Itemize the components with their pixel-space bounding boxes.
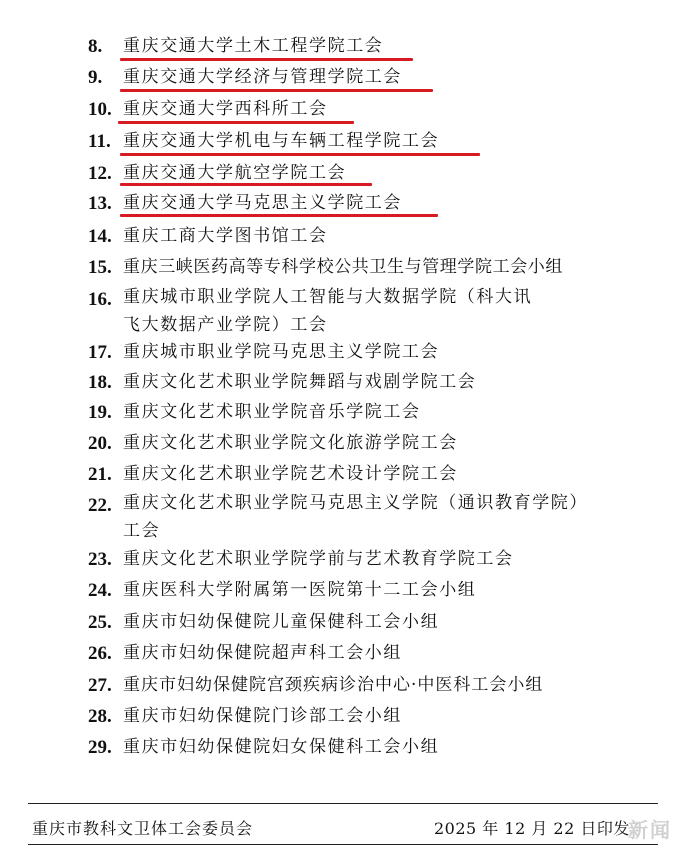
item-text: 重庆交通大学马克思主义学院工会 <box>123 193 402 213</box>
item-text: 重庆文化艺术职业学院文化旅游学院工会 <box>123 433 458 453</box>
item-text: 重庆文化艺术职业学院马克思主义学院（通识教育学院）工会 <box>123 493 588 541</box>
footer-issuer: 重庆市教科文卫体工会委员会 <box>32 819 254 838</box>
item-text: 重庆交通大学土木工程学院工会 <box>123 36 384 56</box>
item-text: 重庆市妇幼保健院宫颈疾病诊治中心·中医科工会小组 <box>123 675 544 695</box>
item-text: 重庆城市职业学院人工智能与大数据学院（科大讯飞大数据产业学院）工会 <box>123 287 533 335</box>
item-number: 22. <box>88 495 112 516</box>
item-number: 12. <box>88 163 112 184</box>
red-underline <box>120 58 413 61</box>
item-number: 17. <box>88 342 112 363</box>
item-number: 26. <box>88 643 112 664</box>
item-number: 29. <box>88 737 112 758</box>
item-number: 19. <box>88 402 112 423</box>
item-number: 8. <box>88 36 103 57</box>
item-number: 25. <box>88 612 112 633</box>
item-text: 重庆交通大学航空学院工会 <box>123 163 347 183</box>
footer-date: 2025 年 12 月 22 日印发 <box>434 819 630 838</box>
red-underline <box>120 89 433 92</box>
item-number: 20. <box>88 433 112 454</box>
item-number: 28. <box>88 706 112 727</box>
item-number: 11. <box>88 131 111 152</box>
item-text: 重庆交通大学经济与管理学院工会 <box>123 67 402 87</box>
item-text: 重庆市妇幼保健院儿童保健科工会小组 <box>123 612 440 632</box>
item-number: 27. <box>88 675 112 696</box>
item-text: 重庆市妇幼保健院门诊部工会小组 <box>123 706 402 726</box>
item-text: 重庆工商大学图书馆工会 <box>123 226 328 246</box>
item-text: 重庆文化艺术职业学院学前与艺术教育学院工会 <box>123 549 514 569</box>
red-underline <box>118 121 354 124</box>
item-number: 13. <box>88 193 112 214</box>
item-number: 21. <box>88 464 112 485</box>
item-text: 重庆市妇幼保健院妇女保健科工会小组 <box>123 737 440 757</box>
footer-top-rule <box>28 803 658 804</box>
item-text: 重庆三峡医药高等专科学校公共卫生与管理学院工会小组 <box>123 257 563 277</box>
item-text: 重庆医科大学附属第一医院第十二工会小组 <box>123 580 477 600</box>
item-number: 18. <box>88 372 112 393</box>
red-underline <box>120 153 480 156</box>
item-text: 重庆市妇幼保健院超声科工会小组 <box>123 643 402 663</box>
item-text: 重庆文化艺术职业学院艺术设计学院工会 <box>123 464 458 484</box>
item-number: 14. <box>88 226 112 247</box>
item-number: 15. <box>88 257 112 278</box>
item-number: 23. <box>88 549 112 570</box>
item-text: 重庆交通大学西科所工会 <box>123 99 328 119</box>
item-number: 24. <box>88 580 112 601</box>
item-text: 重庆文化艺术职业学院舞蹈与戏剧学院工会 <box>123 372 477 392</box>
item-number: 16. <box>88 289 112 310</box>
item-text: 重庆交通大学机电与车辆工程学院工会 <box>123 131 440 151</box>
item-number: 9. <box>88 67 103 88</box>
news-watermark: 新闻 <box>628 818 672 842</box>
item-number: 10. <box>88 99 112 120</box>
red-underline <box>120 183 372 186</box>
item-text: 重庆文化艺术职业学院音乐学院工会 <box>123 402 421 422</box>
item-text: 重庆城市职业学院马克思主义学院工会 <box>123 342 440 362</box>
footer-bottom-rule <box>28 844 658 845</box>
red-underline <box>120 214 438 217</box>
